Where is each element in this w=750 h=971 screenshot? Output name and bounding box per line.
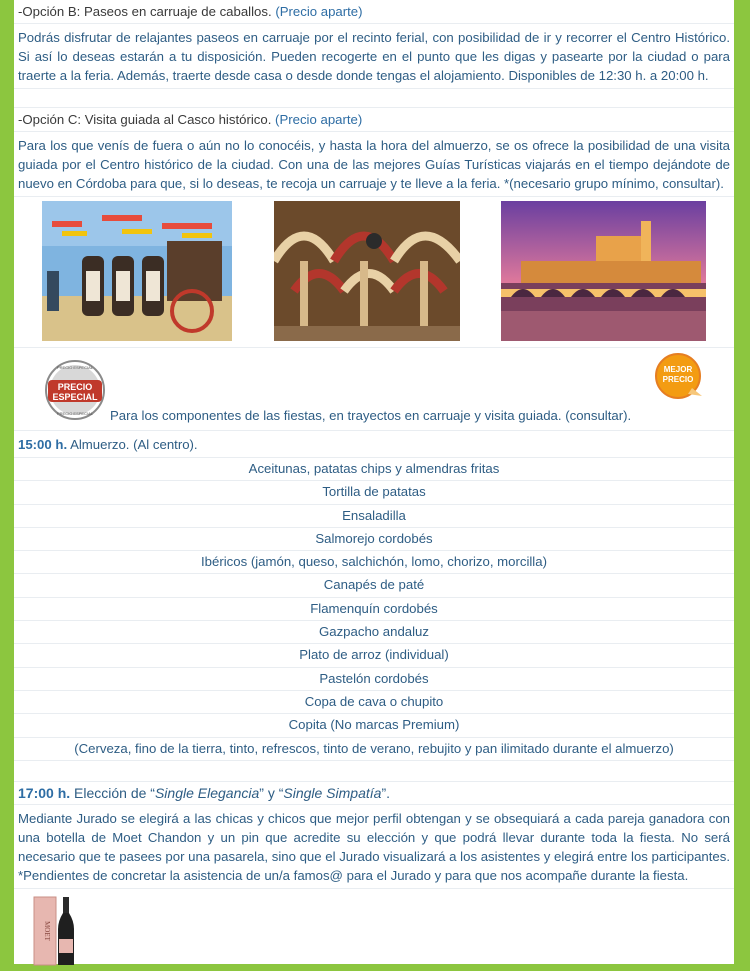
menu-item: Flamenquín cordobés xyxy=(14,598,734,621)
badge-left-ring-bottom: PRECIO ESPECIAL xyxy=(56,411,94,416)
lunch-menu xyxy=(14,458,734,761)
bottle-area xyxy=(14,889,734,969)
menu-item: Gazpacho andaluz xyxy=(14,621,734,644)
lunch-time-suffix: h. xyxy=(55,437,68,452)
spacer xyxy=(14,761,734,782)
option-c-price-note: (Precio aparte) xyxy=(275,112,363,127)
horse-carriage-photo xyxy=(42,201,232,341)
menu-item: Canapés de paté xyxy=(14,574,734,597)
option-c-title: -Opción C: Visita guiada al Casco histórico. xyxy=(18,112,272,127)
lunch-time: 15:00 xyxy=(18,437,52,452)
mejor-precio-sticker xyxy=(648,352,708,400)
menu-item: Pastelón cordobés xyxy=(14,668,734,691)
menu-item: Copa de cava o chupito xyxy=(14,691,734,714)
badge-left-line2: ESPECIAL xyxy=(52,392,98,402)
election-title-mid: ” y “ xyxy=(259,784,284,801)
single-elegancia: Single Elegancia xyxy=(154,784,260,801)
option-c-heading xyxy=(14,108,734,132)
option-b-heading xyxy=(14,0,734,24)
option-b-text: Podrás disfrutar de relajantes paseos en carruaje por el recinto ferial, con posibilidad de ir y recorrer el Centro Histórico. Si así lo deseas estarán a tu disposición. Pueden recogerte en el punto que les digas y pasearte por la ciudad o para traerte a la feria. Además, traerte desde casa o desde donde tengas el alojamiento. Disponibles de 12:30 h. a 20:00 h. xyxy=(14,24,734,89)
page-content xyxy=(14,0,734,964)
menu-item: Ensaladilla xyxy=(14,505,734,528)
lunch-title: Almuerzo. (Al centro). xyxy=(70,437,198,452)
election-time: 17:00 h. xyxy=(18,784,71,801)
lunch-heading xyxy=(14,431,734,458)
election-text: Mediante Jurado se elegirá a las chicas y chicos que mejor perfil obtengan y se obsequiará a cada pareja ganadora con una botella de Moet Chandon y un pin que acredite su elección y que podrá llevar durante toda la fiesta. No será necesario que te pasees por una pasarela, sino que el Jurado visualizará a los asistentes y elegirá entre los participantes. *Pendientes de concretar la asistencia de un/a famos@ para el Jurado y para que nos acompañe durante la fiesta. xyxy=(14,805,734,889)
election-title-post: ”. xyxy=(381,784,390,801)
election-heading xyxy=(14,782,734,805)
election-title-pre: Elección de “ xyxy=(74,784,155,801)
badge-left-ring-top: PRECIO ESPECIAL xyxy=(56,365,94,370)
option-c-text: Para los que venís de fuera o aún no lo conocéis, y hasta la hora del almuerzo, se os ofrece la posibilidad de una visita guiada por el Centro histórico de la ciudad. Con una de las mejores Guías Turísticas viajarás en el tiempo dejándote de nuevo en Córdoba para que, si lo deseas, te recoja un carruaje y te lleve a la feria. *(necesario grupo mínimo, consultar). xyxy=(14,132,734,197)
spacer xyxy=(14,89,734,108)
badge-right-line1: MEJOR xyxy=(663,365,693,374)
mezquita-photo xyxy=(274,201,460,341)
menu-item: Aceitunas, patatas chips y almendras fritas xyxy=(14,458,734,481)
badge-right-line2: PRECIO xyxy=(662,375,694,384)
badge-left-line1: PRECIO xyxy=(57,382,93,392)
bottle-brand-text: MOET xyxy=(43,920,51,941)
badges-caption: Para los componentes de las fiestas, en trayectos en carruaje y visita guiada. (consultar). xyxy=(110,408,632,423)
menu-item: Tortilla de patatas xyxy=(14,481,734,504)
menu-item: Ibéricos (jamón, queso, salchichón, lomo, chorizo, morcilla) xyxy=(14,551,734,574)
menu-item: Salmorejo cordobés xyxy=(14,528,734,551)
cordoba-bridge-photo xyxy=(501,201,706,341)
moet-bottle-image xyxy=(32,895,82,967)
option-b-title: -Opción B: Paseos en carruaje de caballos. xyxy=(18,4,272,19)
precio-especial-badge xyxy=(44,360,106,420)
option-b-price-note: (Precio aparte) xyxy=(275,4,363,19)
single-simpatia: Single Simpatía xyxy=(283,784,382,801)
menu-item: Plato de arroz (individual) xyxy=(14,644,734,667)
photo-strip xyxy=(14,197,734,348)
menu-item: Copita (No marcas Premium) xyxy=(14,714,734,737)
price-badges xyxy=(14,348,734,431)
menu-item: (Cerveza, fino de la tierra, tinto, refrescos, tinto de verano, rebujito y pan ilimitado durante el almuerzo) xyxy=(14,738,734,761)
